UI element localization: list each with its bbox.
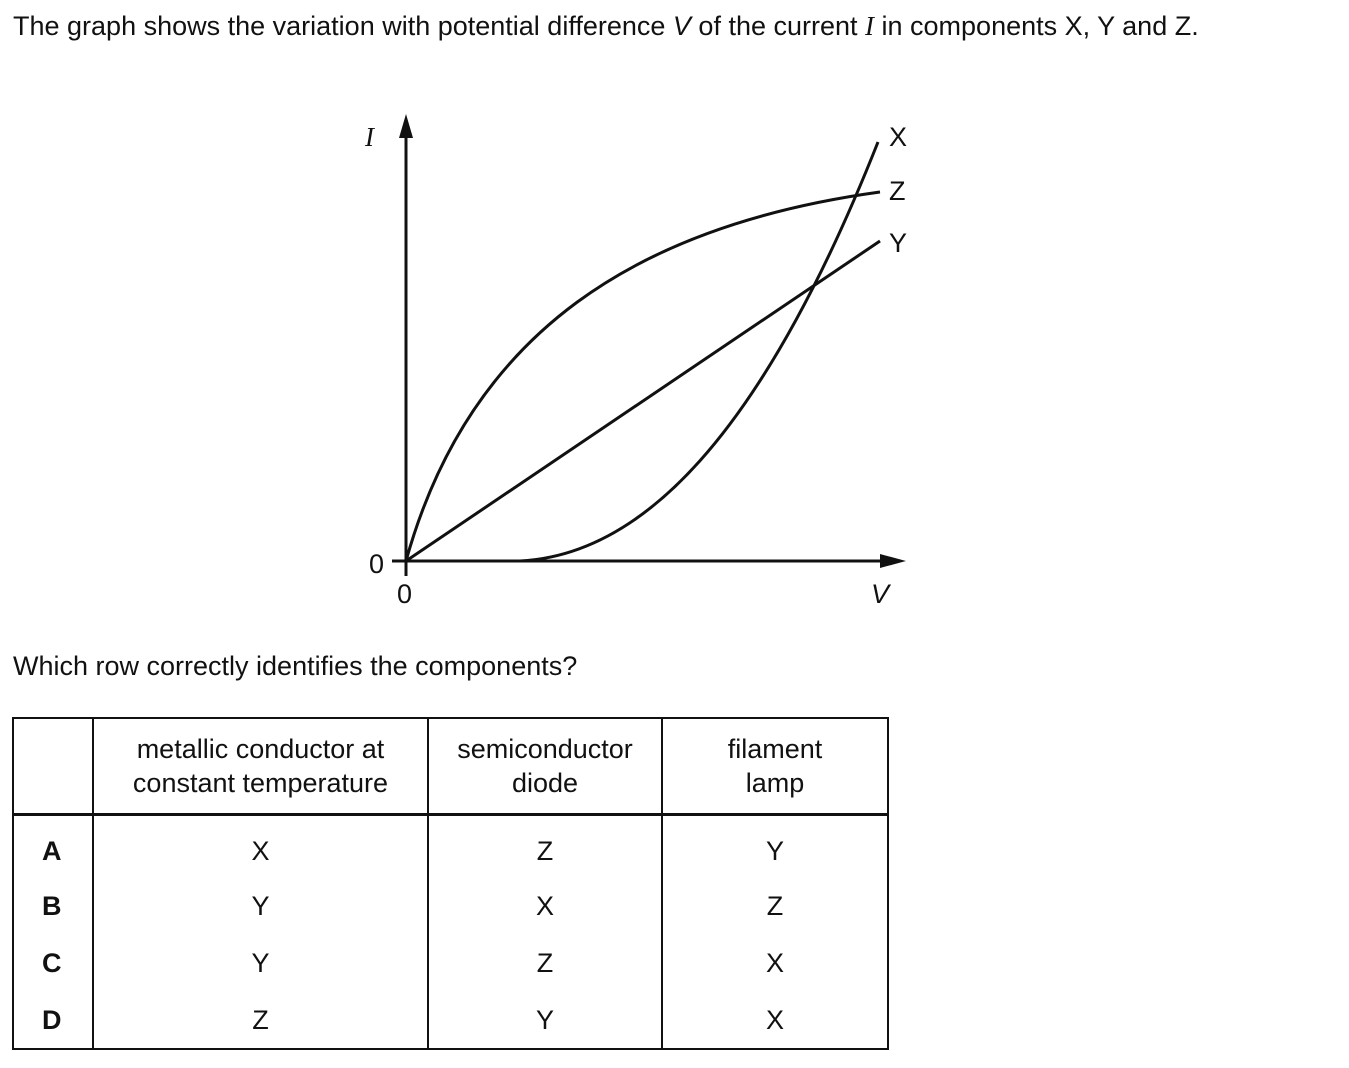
cell-metallic: Z: [93, 991, 428, 1049]
cell-metallic: X: [93, 815, 428, 878]
question-text: Which row correctly identifies the components?: [13, 651, 578, 681]
curve-z: [406, 192, 880, 561]
y-axis-arrow: [399, 114, 413, 138]
answer-table: [12, 717, 889, 1050]
row-label-b: B: [13, 877, 93, 934]
x-origin-label: 0: [397, 579, 413, 609]
cell-diode: Z: [428, 934, 662, 991]
row-label-a: A: [13, 815, 93, 878]
table-row: [13, 815, 888, 878]
table-row: [13, 934, 888, 991]
header-blank: [13, 718, 93, 815]
table-row: [13, 877, 888, 934]
curve-label-z: Z: [889, 176, 906, 206]
y-origin-label: 0: [369, 549, 385, 579]
y-axis-label: I: [365, 122, 374, 152]
intro-v-symbol: V: [672, 11, 691, 41]
intro-text-1: The graph shows the variation with potential difference: [13, 11, 673, 41]
cell-lamp: Y: [662, 815, 888, 878]
x-axis-arrow: [880, 554, 906, 568]
cell-diode: Z: [428, 815, 662, 878]
row-label-c: C: [13, 934, 93, 991]
row-label-d: D: [13, 991, 93, 1049]
x-axis-label: V: [871, 579, 890, 609]
cell-lamp: Z: [662, 877, 888, 934]
header-semiconductor-diode: semiconductor diode: [428, 718, 662, 815]
intro-text-3: in components X, Y and Z.: [874, 11, 1199, 41]
table-row: [13, 991, 888, 1049]
cell-lamp: X: [662, 991, 888, 1049]
cell-diode: Y: [428, 991, 662, 1049]
curve-label-y: Y: [889, 228, 908, 258]
intro-text-2: of the current: [690, 11, 866, 41]
cell-metallic: Y: [93, 934, 428, 991]
header-metallic-conductor: metallic conductor at constant temperature: [93, 718, 428, 815]
header-filament-lamp: filament lamp: [662, 718, 888, 815]
cell-lamp: X: [662, 934, 888, 991]
cell-metallic: Y: [93, 877, 428, 934]
cell-diode: X: [428, 877, 662, 934]
curve-label-x: X: [889, 122, 908, 152]
table-header-row: [13, 718, 888, 815]
intro-i-symbol: I: [865, 11, 875, 41]
